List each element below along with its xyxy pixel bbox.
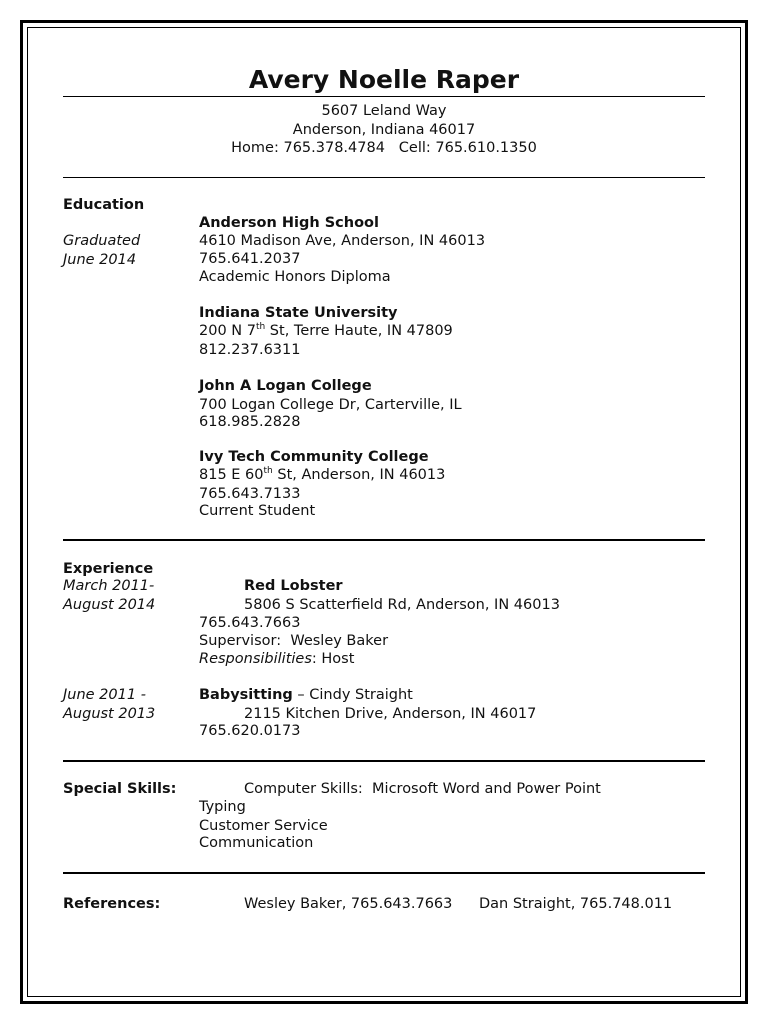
job-date-line-1: March 2011- (63, 578, 155, 594)
section-divider (63, 539, 705, 541)
address-line-2: Anderson, Indiana 46017 (292, 122, 476, 138)
job-date-line-2: August 2014 (63, 597, 156, 613)
section-divider (63, 760, 705, 762)
school-phone: 812.237.6311 (199, 342, 301, 358)
resume-name: Avery Noelle Raper (248, 65, 520, 94)
skill-item: Computer Skills: Microsoft Word and Power Point (244, 781, 601, 797)
job-phone: 765.643.7663 (199, 615, 301, 631)
school-phone: 618.985.2828 (199, 414, 301, 430)
job-phone: 765.620.0173 (199, 723, 301, 739)
job-employer: Red Lobster (244, 578, 343, 594)
phone-numbers: Home: 765.378.4784 Cell: 765.610.1350 (231, 140, 537, 156)
experience-heading: Experience (63, 561, 154, 577)
skill-item: Customer Service (199, 818, 328, 834)
school-note: Current Student (199, 503, 316, 519)
school-phone: 765.641.2037 (199, 251, 301, 267)
school-phone: 765.643.7133 (199, 486, 301, 502)
education-heading: Education (63, 197, 145, 213)
school-name: Indiana State University (199, 305, 398, 321)
job-address: 5806 S Scatterfield Rd, Anderson, IN 46013 (244, 597, 560, 613)
job-date-line-2: August 2013 (63, 706, 156, 722)
job-employer: Babysitting – Cindy Straight (199, 687, 413, 703)
school-address: 4610 Madison Ave, Anderson, IN 46013 (199, 233, 486, 249)
school-address: 700 Logan College Dr, Carterville, IL (199, 397, 462, 413)
education-date-line-1: Graduated (63, 233, 141, 249)
reference-entry: Wesley Baker, 765.643.7663 (244, 896, 453, 912)
school-name: Ivy Tech Community College (199, 449, 429, 465)
section-divider (63, 872, 705, 874)
school-address: 200 N 7th St, Terre Haute, IN 47809 (199, 322, 453, 339)
job-responsibilities: Responsibilities: Host (199, 651, 355, 667)
school-note: Academic Honors Diploma (199, 269, 391, 285)
address-line-1: 5607 Leland Way (321, 103, 447, 119)
school-name: Anderson High School (199, 215, 379, 231)
references-heading: References: (63, 896, 161, 912)
skill-item: Typing (199, 799, 246, 815)
skills-heading: Special Skills: (63, 781, 177, 797)
page-border-inner (27, 27, 741, 997)
skill-item: Communication (199, 835, 314, 851)
school-address: 815 E 60th St, Anderson, IN 46013 (199, 466, 446, 483)
education-date-line-2: June 2014 (63, 252, 137, 268)
reference-entry: Dan Straight, 765.748.011 (479, 896, 673, 912)
school-name: John A Logan College (199, 378, 372, 394)
header-rule (63, 96, 705, 97)
job-supervisor: Supervisor: Wesley Baker (199, 633, 389, 649)
job-address: 2115 Kitchen Drive, Anderson, IN 46017 (244, 706, 537, 722)
section-divider (63, 177, 705, 178)
job-date-line-1: June 2011 - (63, 687, 146, 703)
